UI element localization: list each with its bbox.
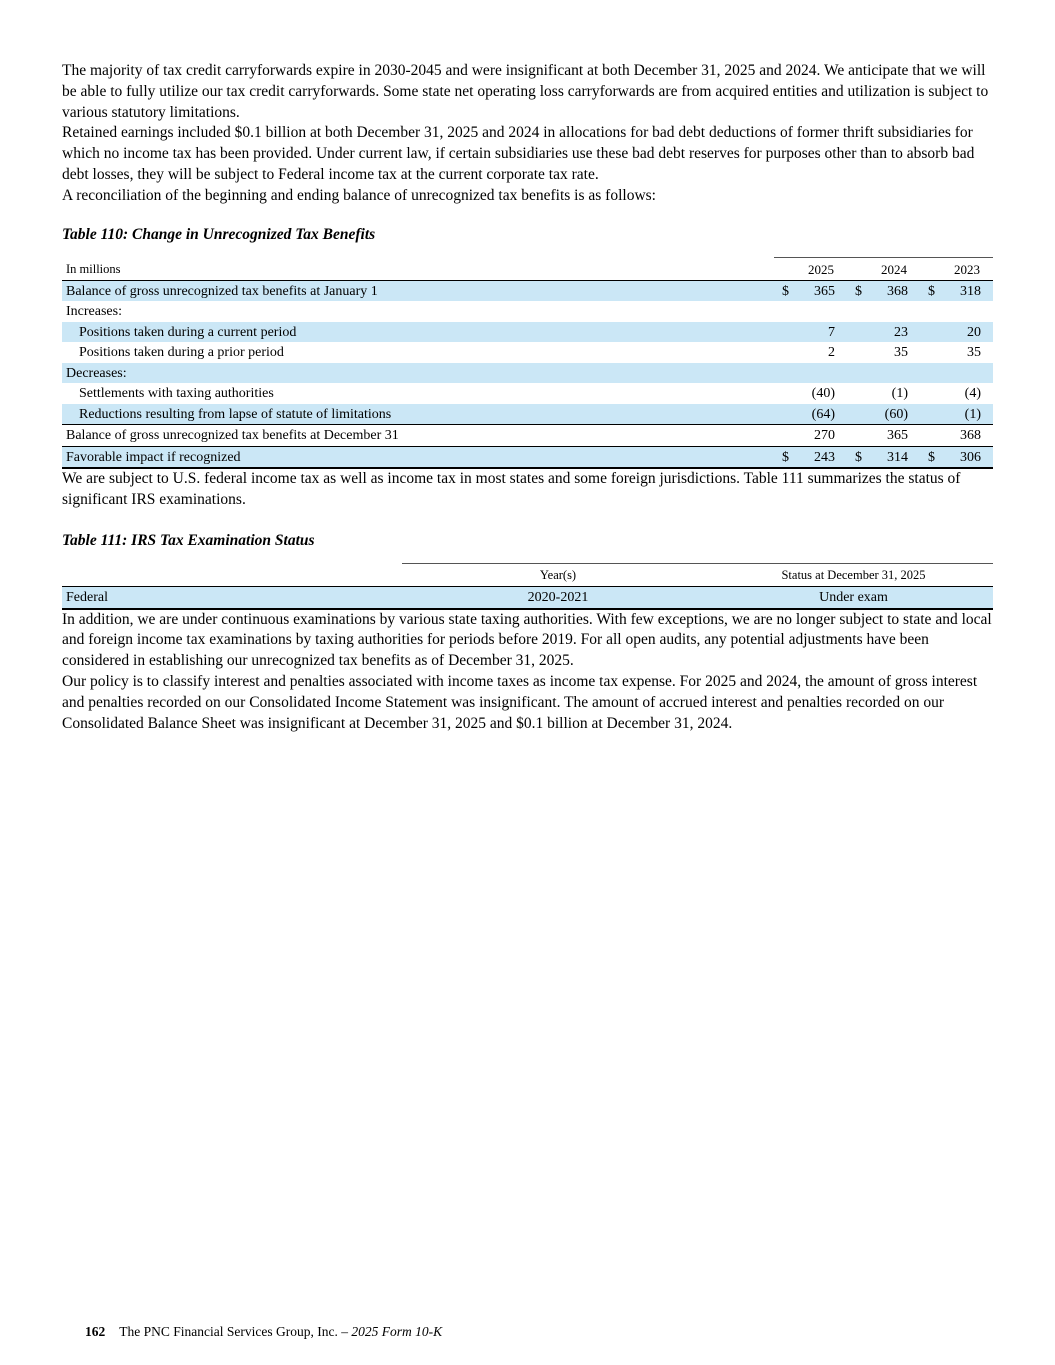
value-cell: 35 — [967, 345, 981, 361]
table-110-title: Table 110: Change in Unrecognized Tax Benefits — [62, 225, 376, 243]
currency-cell — [847, 342, 867, 363]
value-cell: 365 — [794, 280, 847, 301]
unit-label: In millions — [62, 257, 774, 280]
value-cell: 318 — [940, 280, 993, 301]
value-cell — [794, 363, 847, 384]
table-row — [62, 280, 993, 301]
currency-cell — [920, 404, 940, 425]
table-row — [62, 586, 993, 609]
currency-cell — [774, 363, 794, 384]
paragraph-retained-earnings: Retained earnings included $0.1 billion at both December 31, 2025 and 2024 in allocations for bad debt deductions of former thrift subsidiaries for which no income tax has been provided. Under current law, if certain subsidiaries use these bad debt reserves for purposes other than to absorb bad debt losses, they will be subject to Federal income tax at the current corporate tax rate. — [62, 124, 975, 183]
row-label: Balance of gross unrecognized tax benefits at December 31 — [62, 425, 774, 447]
paragraph-state-examinations: In addition, we are under continuous examinations by various state taxing authorities. With few exceptions, we are no longer subject to state and local and foreign income tax examinations by taxing authorities for periods before 2019. For all open audits, any potential adjustments have been considered in establishing our unrecognized tax benefits as of December 31, 2025. — [62, 610, 992, 670]
currency-cell — [774, 383, 794, 404]
currency-cell — [920, 322, 940, 343]
row-label: Positions taken during a current period — [62, 322, 774, 343]
currency-cell: $ — [774, 446, 794, 468]
currency-cell — [847, 425, 867, 447]
table-row — [62, 322, 993, 343]
value-cell — [867, 301, 920, 322]
value-cell: 270 — [794, 425, 847, 447]
value-cell — [940, 363, 993, 384]
value-cell: 368 — [940, 425, 993, 447]
table-row — [62, 425, 993, 447]
column-header-2023: 2023 — [920, 257, 993, 280]
row-label: Settlements with taxing authorities — [79, 386, 274, 402]
currency-cell: $ — [847, 280, 867, 301]
value-cell: 7 — [794, 322, 847, 343]
table-row — [62, 301, 993, 322]
currency-cell — [920, 301, 940, 322]
paragraph-tax-credit-carryforwards: The majority of tax credit carryforwards expire in 2030-2045 and were insignificant at both December 31, 2025 and 2024. We anticipate that we will be able to fully utilize our tax credit carryforwards. Some state net operating loss carryforwards are from acquired entities and utilization is subject to various statutory limitations. — [62, 62, 989, 121]
currency-cell — [920, 425, 940, 447]
row-label: Favorable impact if recognized — [62, 446, 774, 468]
row-label: Balance of gross unrecognized tax benefits at January 1 — [62, 280, 774, 301]
currency-cell — [847, 322, 867, 343]
value-cell: (64) — [794, 404, 847, 425]
status-cell: Under exam — [714, 586, 993, 609]
value-cell: 35 — [894, 345, 908, 361]
page-content — [62, 0, 993, 734]
currency-cell — [847, 404, 867, 425]
currency-cell — [847, 301, 867, 322]
footer-form-label: 2025 Form 10-K — [351, 1324, 443, 1339]
row-label: Increases: — [66, 304, 122, 320]
value-cell: (1) — [891, 386, 908, 402]
paragraph-irs-examinations-intro: We are subject to U.S. federal income tax as well as income tax in most states and some foreign jurisdictions. Table 111 summarizes the status of significant IRS examinations. — [62, 470, 961, 508]
footer-company-name: The PNC Financial Services Group, Inc. – — [119, 1324, 348, 1339]
currency-cell — [774, 425, 794, 447]
value-cell: 306 — [940, 446, 993, 468]
currency-cell: $ — [847, 446, 867, 468]
currency-cell — [847, 363, 867, 384]
currency-cell: $ — [920, 446, 940, 468]
table-row — [62, 404, 993, 425]
value-cell — [794, 301, 847, 322]
years-cell: 2020-2021 — [402, 586, 714, 609]
table-header-row — [62, 563, 993, 586]
currency-cell — [920, 342, 940, 363]
column-header-years: Year(s) — [402, 563, 714, 586]
currency-cell — [847, 383, 867, 404]
table-header-row — [62, 257, 993, 280]
value-cell: 20 — [940, 322, 993, 343]
value-cell: 365 — [867, 425, 920, 447]
value-cell: 243 — [794, 446, 847, 468]
currency-cell — [774, 322, 794, 343]
value-cell: 314 — [867, 446, 920, 468]
page-footer — [85, 1323, 442, 1340]
currency-cell — [774, 404, 794, 425]
currency-cell — [920, 363, 940, 384]
currency-cell: $ — [774, 280, 794, 301]
paragraph-interest-penalties-policy: Our policy is to classify interest and penalties associated with income taxes as income tax expense. For 2025 and 2024, the amount of gross interest and penalties recorded on our Consolidated Income Statement was insignificant. The amount of accrued interest and penalties recorded on our Consolidated Balance Sheet was insignificant at December 31, 2025 and $0.1 billion at December 31, 2024. — [62, 673, 978, 732]
table-row — [62, 383, 993, 404]
table-111-irs-exam-status — [62, 563, 993, 610]
table-110-unrecognized-tax-benefits — [62, 257, 993, 470]
currency-cell — [774, 342, 794, 363]
value-cell — [867, 363, 920, 384]
value-cell: 2 — [828, 345, 835, 361]
column-header-2025: 2025 — [774, 257, 847, 280]
row-label: Decreases: — [62, 363, 774, 384]
value-cell: (4) — [964, 386, 981, 402]
column-header-2024: 2024 — [847, 257, 920, 280]
value-cell: 368 — [867, 280, 920, 301]
column-header-status: Status at December 31, 2025 — [714, 563, 993, 586]
table-row — [62, 446, 993, 468]
currency-cell — [920, 383, 940, 404]
row-label: Reductions resulting from lapse of statute of limitations — [62, 404, 774, 425]
empty-header-cell — [62, 563, 402, 586]
value-cell: (1) — [940, 404, 993, 425]
value-cell: (40) — [811, 386, 835, 402]
row-label: Positions taken during a prior period — [79, 345, 284, 361]
table-row — [62, 363, 993, 384]
table-row — [62, 342, 993, 363]
table-111-title: Table 111: IRS Tax Examination Status — [62, 531, 315, 549]
currency-cell: $ — [920, 280, 940, 301]
value-cell: 23 — [867, 322, 920, 343]
value-cell — [940, 301, 993, 322]
currency-cell — [774, 301, 794, 322]
value-cell: (60) — [867, 404, 920, 425]
row-label: Federal — [62, 586, 402, 609]
paragraph-reconciliation-intro: A reconciliation of the beginning and ending balance of unrecognized tax benefits is as follows: — [62, 186, 656, 204]
page-number: 162 — [85, 1324, 106, 1339]
